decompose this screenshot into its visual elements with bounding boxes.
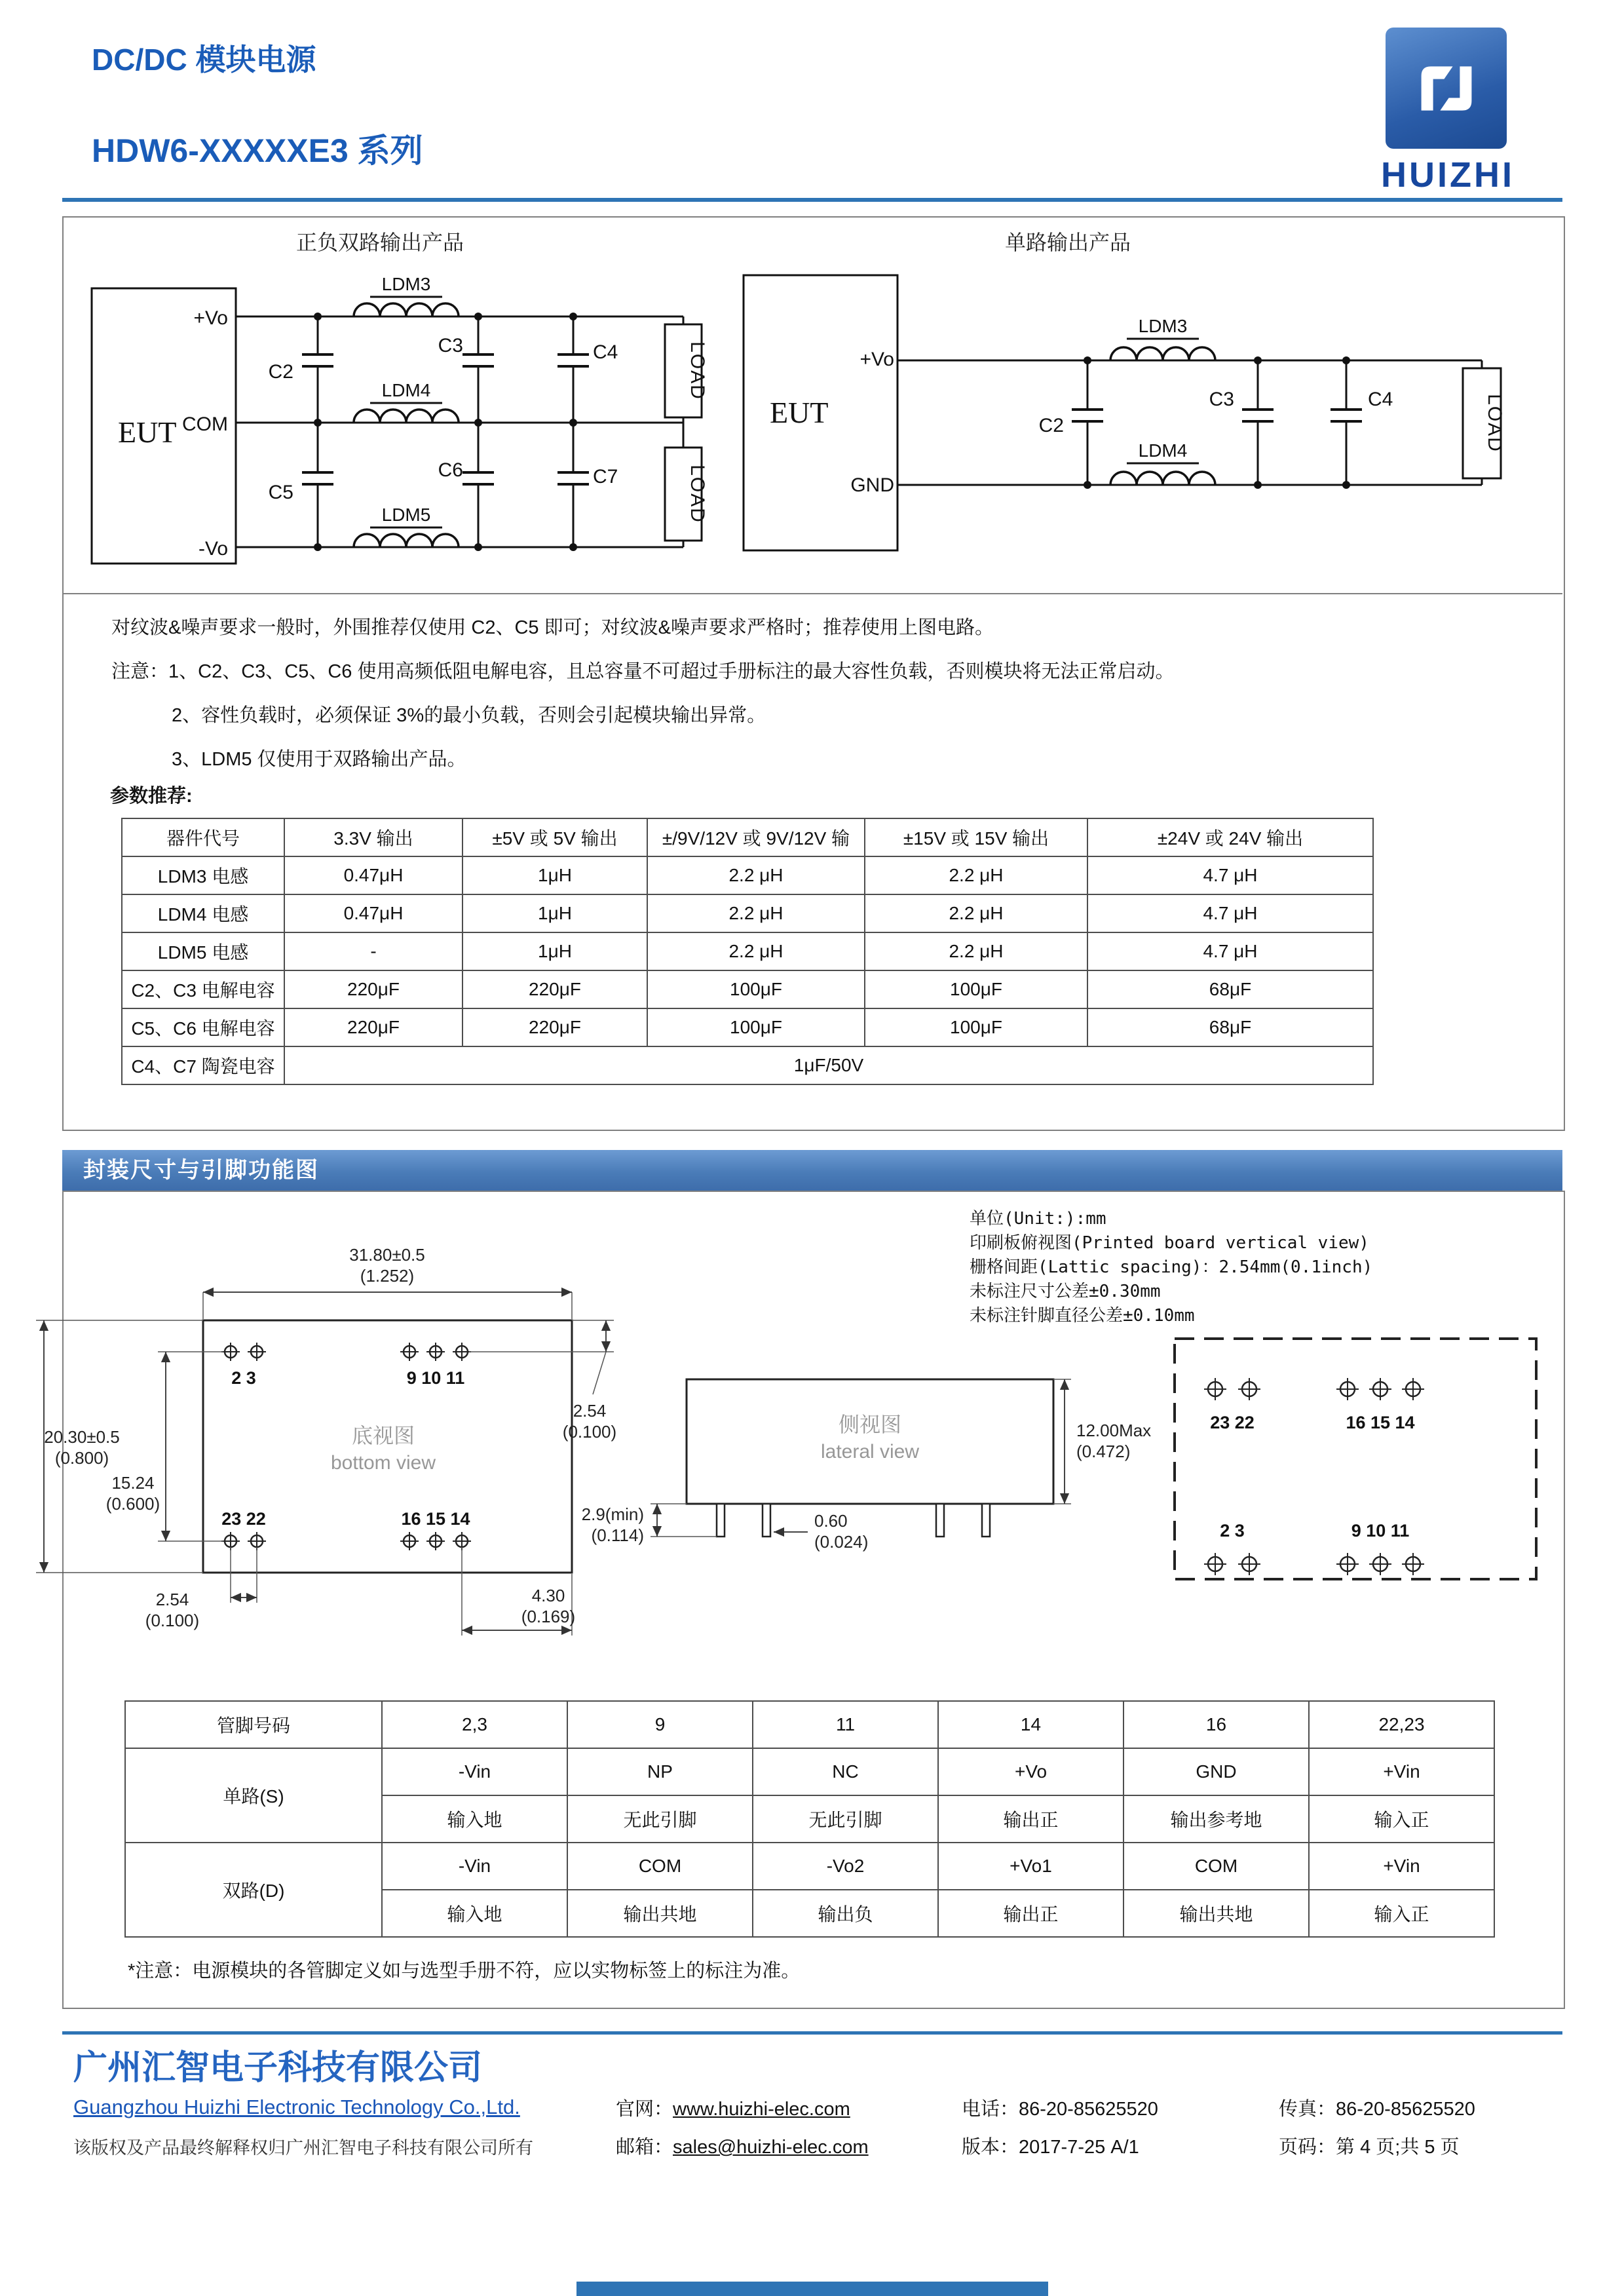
note-line-4: 3、LDM5 仅使用于双路输出产品。 — [172, 749, 466, 770]
pin-vo-plus-label: +Vo — [193, 307, 228, 329]
pin-cell: -Vin — [382, 1843, 567, 1890]
email-line — [616, 2132, 869, 2159]
param-cell: 2.2 μH — [647, 932, 865, 970]
pin-header-cell: 9 — [567, 1701, 753, 1748]
param-header-cell: 器件代号 — [122, 818, 284, 856]
dim-top-offset: 2.54 — [573, 1401, 607, 1421]
pin-cell: 输出共地 — [567, 1890, 753, 1937]
param-row — [122, 894, 1373, 932]
pin-group-label: 单路(S) — [125, 1748, 382, 1843]
dim-width-inch: (1.252) — [360, 1266, 415, 1286]
unit-note-line: 单位(Unit:):mm — [970, 1209, 1106, 1229]
version-line — [962, 2132, 1139, 2159]
dim-body-height-inch: (0.472) — [1076, 1442, 1131, 1461]
bv-pins-top-left: 2 3 — [231, 1368, 256, 1388]
pin-cell: +Vo — [938, 1748, 1124, 1795]
header-rule — [62, 198, 1562, 202]
fax-label: 传真： — [1279, 2099, 1336, 2120]
note-line-3: 2、容性负载时，必须保证 3%的最小负载，否则会引起模块输出异常。 — [172, 705, 766, 726]
dim-height: 20.30±0.5 — [44, 1427, 120, 1447]
pin-cell: -Vo2 — [753, 1843, 938, 1890]
logo-wordmark: HUIZHI — [1381, 155, 1515, 195]
param-cell: 1μH — [463, 856, 647, 894]
page-label: 页码： — [1279, 2137, 1336, 2158]
pin-header-cell: 管脚号码 — [125, 1701, 382, 1748]
pin-cell: COM — [567, 1843, 753, 1890]
param-cell: 220μF — [463, 970, 647, 1008]
dim-height-inch: (0.800) — [54, 1448, 109, 1468]
package-section-banner: 封装尺寸与引脚功能图 — [62, 1150, 1562, 1191]
dim-pitch: 2.54 — [155, 1590, 189, 1609]
load-bottom-label: LOAD — [687, 465, 708, 524]
c2-label: C2 — [268, 361, 293, 383]
pin-table-footnote: *注意：电源模块的各管脚定义如与选型手册不符，应以实物标签上的标注为准。 — [128, 1961, 801, 1981]
pcb-pins-bottom-right: 9 10 11 — [1351, 1521, 1410, 1540]
c6-label: C6 — [438, 459, 463, 481]
param-header-cell: 3.3V 输出 — [284, 818, 463, 856]
pin-vo-plus-label: +Vo — [859, 349, 894, 370]
bv-title-cn: 底视图 — [351, 1424, 415, 1447]
param-cell: C2、C3 电解电容 — [122, 970, 284, 1008]
single-wires — [897, 360, 1482, 485]
page-number-line — [1279, 2132, 1460, 2159]
dim-standoff: 2.9(min) — [581, 1504, 644, 1524]
dim-pin-span: 15.24 — [111, 1473, 155, 1493]
param-cell: 4.7 μH — [1087, 856, 1373, 894]
param-row — [122, 1008, 1373, 1046]
param-cell: 220μF — [463, 1008, 647, 1046]
circuit-notes-divider — [62, 593, 1562, 594]
version-value: 2017-7-25 A/1 — [1019, 2137, 1139, 2158]
pin-header-cell: 11 — [753, 1701, 938, 1748]
lv-title-en: lateral view — [820, 1441, 920, 1463]
phone-line — [962, 2094, 1158, 2121]
fax-value: 86-20-85625520 — [1336, 2099, 1475, 2120]
lateral-view — [582, 1379, 1152, 1552]
bottom-accent-bar — [576, 2282, 1048, 2296]
unit-note-line: 未标注尺寸公差±0.30mm — [970, 1282, 1161, 1301]
capacitor-plates — [1072, 410, 1362, 421]
eut-label: EUT — [118, 415, 177, 449]
email-link[interactable]: sales@huizhi-elec.com — [673, 2137, 869, 2158]
param-header-cell: ±24V 或 24V 输出 — [1087, 818, 1373, 856]
pin-com-label: COM — [182, 413, 228, 435]
dim-top-offset-inch: (0.100) — [562, 1422, 617, 1442]
pin-cell: -Vin — [382, 1748, 567, 1795]
pin-cell: +Vin — [1309, 1843, 1494, 1890]
param-cell: LDM3 电感 — [122, 856, 284, 894]
parameter-table — [121, 818, 1374, 1085]
ldm3-label: LDM3 — [1138, 316, 1188, 336]
c4-label: C4 — [593, 341, 618, 363]
footer-rule — [62, 2031, 1562, 2035]
pin-cell: +Vo1 — [938, 1843, 1124, 1890]
junction-dots — [1084, 356, 1350, 489]
param-cell: 1μH — [463, 894, 647, 932]
dual-circuit-title: 正负双路输出产品 — [295, 231, 464, 254]
pin-vo-minus-label: -Vo — [198, 538, 228, 560]
param-header-row — [122, 818, 1373, 856]
pin-header-row — [125, 1701, 1494, 1748]
logo-swirl-icon — [1407, 49, 1486, 128]
c2-label: C2 — [1038, 415, 1064, 436]
fax-line — [1279, 2094, 1475, 2121]
pin-cell: 输出正 — [938, 1795, 1124, 1843]
pin-header-cell: 14 — [938, 1701, 1124, 1748]
dual-output-schematic — [72, 259, 793, 586]
pin-cell: NP — [567, 1748, 753, 1795]
website-link[interactable]: www.huizhi-elec.com — [673, 2099, 850, 2120]
pin-cell: 输出共地 — [1124, 1890, 1309, 1937]
doc-title-line1: DC/DC 模块电源 — [92, 43, 316, 77]
email-label: 邮箱： — [616, 2137, 673, 2158]
single-output-schematic — [734, 259, 1507, 586]
pcb-view-outline — [1175, 1339, 1536, 1579]
unit-note-line: 未标注针脚直径公差±0.10mm — [970, 1306, 1195, 1326]
dim-standoff-inch: (0.114) — [591, 1525, 644, 1545]
c4-label: C4 — [1368, 389, 1393, 410]
pin-header-cell: 22,23 — [1309, 1701, 1494, 1748]
pin-cell: 输出负 — [753, 1890, 938, 1937]
company-logo — [1386, 28, 1507, 149]
params-heading: 参数推荐: — [110, 786, 193, 807]
version-label: 版本： — [962, 2137, 1019, 2158]
param-header-cell: ±15V 或 15V 输出 — [865, 818, 1087, 856]
lv-title-cn: 侧视图 — [838, 1413, 902, 1436]
pcb-view — [1175, 1339, 1536, 1579]
page-value: 第 4 页;共 5 页 — [1336, 2137, 1460, 2158]
param-cell: - — [284, 932, 463, 970]
pin-header-cell: 2,3 — [382, 1701, 567, 1748]
pin-cell: COM — [1124, 1843, 1309, 1890]
package-drawings — [44, 1238, 1556, 1658]
unit-note-line: 印刷板俯视图(Printed board vertical view) — [970, 1233, 1369, 1253]
param-cell: C4、C7 陶瓷电容 — [122, 1046, 284, 1084]
pcb-pins-bottom-left: 2 3 — [1220, 1521, 1245, 1540]
param-cell: 100μF — [865, 1008, 1087, 1046]
phone-label: 电话： — [962, 2099, 1019, 2120]
c3-label: C3 — [438, 335, 463, 356]
param-cell: 220μF — [284, 970, 463, 1008]
pin-cell: 输入正 — [1309, 1890, 1494, 1937]
ldm5-label: LDM5 — [381, 505, 431, 525]
pin-cell: NC — [753, 1748, 938, 1795]
param-cell: 2.2 μH — [865, 894, 1087, 932]
pin-cell: 输出参考地 — [1124, 1795, 1309, 1843]
pin-cell: 输入地 — [382, 1890, 567, 1937]
unit-note-line: 栅格间距(Lattic spacing)：2.54mm(0.1inch) — [970, 1257, 1373, 1277]
param-cell: 100μF — [865, 970, 1087, 1008]
param-cell: 2.2 μH — [865, 932, 1087, 970]
bv-pins-bottom-right: 16 15 14 — [401, 1509, 470, 1529]
param-row — [122, 970, 1373, 1008]
param-header-cell: ±/9V/12V 或 9V/12V 输 — [647, 818, 865, 856]
bv-pins-top-right: 9 10 11 — [406, 1368, 465, 1388]
c5-label: C5 — [268, 482, 293, 503]
company-name-cn: 广州汇智电子科技有限公司 — [73, 2049, 483, 2087]
company-name-en: Guangzhou Huizhi Electronic Technology Co.,Ltd. — [73, 2095, 520, 2118]
pin-header-cell: 16 — [1124, 1701, 1309, 1748]
load-label: LOAD — [1484, 394, 1505, 453]
website-label: 官网： — [616, 2099, 673, 2120]
bottom-view — [36, 1245, 616, 1636]
pin-cell: +Vin — [1309, 1748, 1494, 1795]
pcb-pins-top-left: 23 22 — [1210, 1413, 1255, 1432]
pin-gnd-label: GND — [850, 474, 894, 496]
phone-value: 86-20-85625520 — [1019, 2099, 1158, 2120]
pin-cell: 输入正 — [1309, 1795, 1494, 1843]
param-cell-span: 1μF/50V — [284, 1046, 1373, 1084]
dim-pitch-inch: (0.100) — [145, 1611, 200, 1630]
param-cell: 4.7 μH — [1087, 894, 1373, 932]
param-cell: C5、C6 电解电容 — [122, 1008, 284, 1046]
ldm4-label: LDM4 — [381, 380, 431, 400]
param-cell: 2.2 μH — [647, 894, 865, 932]
param-cell: 0.47μH — [284, 894, 463, 932]
pin-cell: 无此引脚 — [753, 1795, 938, 1843]
ldm3-label: LDM3 — [381, 274, 431, 294]
pin-group-label: 双路(D) — [125, 1843, 382, 1937]
note-line-2: 注意：1、C2、C3、C5、C6 使用高频低阻电解电容，且总容量不可超过手册标注的最大容性负载，否则模块将无法正常启动。 — [111, 661, 1175, 682]
c3-label: C3 — [1209, 389, 1234, 410]
param-row — [122, 932, 1373, 970]
bv-pins-bottom-left: 23 22 — [221, 1509, 266, 1529]
pin-cell: GND — [1124, 1748, 1309, 1795]
dim-pin-diameter: 0.60 — [814, 1511, 848, 1531]
param-header-cell: ±5V 或 5V 输出 — [463, 818, 647, 856]
load-top-label: LOAD — [687, 341, 708, 400]
param-row — [122, 856, 1373, 894]
pin-cell: 无此引脚 — [567, 1795, 753, 1843]
dim-body-height: 12.00Max — [1076, 1421, 1152, 1440]
dim-edge-inch: (0.169) — [521, 1607, 576, 1626]
website-line — [616, 2094, 850, 2121]
doc-title-line2: HDW6-XXXXXE3 系列 — [92, 132, 423, 169]
pin-row — [125, 1843, 1494, 1890]
param-cell: 220μF — [284, 1008, 463, 1046]
dim-width: 31.80±0.5 — [349, 1245, 425, 1265]
param-cell: LDM5 电感 — [122, 932, 284, 970]
eut-label: EUT — [770, 396, 829, 429]
dim-pin-diameter-inch: (0.024) — [814, 1532, 869, 1552]
param-cell: 2.2 μH — [865, 856, 1087, 894]
param-cell: 4.7 μH — [1087, 932, 1373, 970]
param-cell: LDM4 电感 — [122, 894, 284, 932]
param-row — [122, 1046, 1373, 1084]
param-cell: 0.47μH — [284, 856, 463, 894]
c7-label: C7 — [593, 466, 618, 488]
param-cell: 1μH — [463, 932, 647, 970]
dim-pin-span-inch: (0.600) — [105, 1494, 161, 1514]
note-line-1: 对纹波&噪声要求一般时，外围推荐仅使用 C2、C5 即可；对纹波&噪声要求严格时；推荐使用上图电路。 — [111, 617, 994, 638]
copyright-text: 该版权及产品最终解释权归广州汇智电子科技有限公司所有 — [73, 2138, 533, 2158]
param-cell: 68μF — [1087, 1008, 1373, 1046]
pcb-pins-top-right: 16 15 14 — [1346, 1413, 1415, 1432]
param-cell: 100μF — [647, 1008, 865, 1046]
param-cell: 100μF — [647, 970, 865, 1008]
single-circuit-title: 单路输出产品 — [1004, 231, 1131, 254]
ldm4-label: LDM4 — [1138, 440, 1188, 461]
pin-cell: 输出正 — [938, 1890, 1124, 1937]
pin-row — [125, 1748, 1494, 1795]
pin-cell: 输入地 — [382, 1795, 567, 1843]
param-cell: 68μF — [1087, 970, 1373, 1008]
param-cell: 2.2 μH — [647, 856, 865, 894]
pin-function-table — [124, 1700, 1495, 1938]
dim-edge: 4.30 — [531, 1586, 565, 1605]
bv-title-en: bottom view — [330, 1452, 436, 1474]
